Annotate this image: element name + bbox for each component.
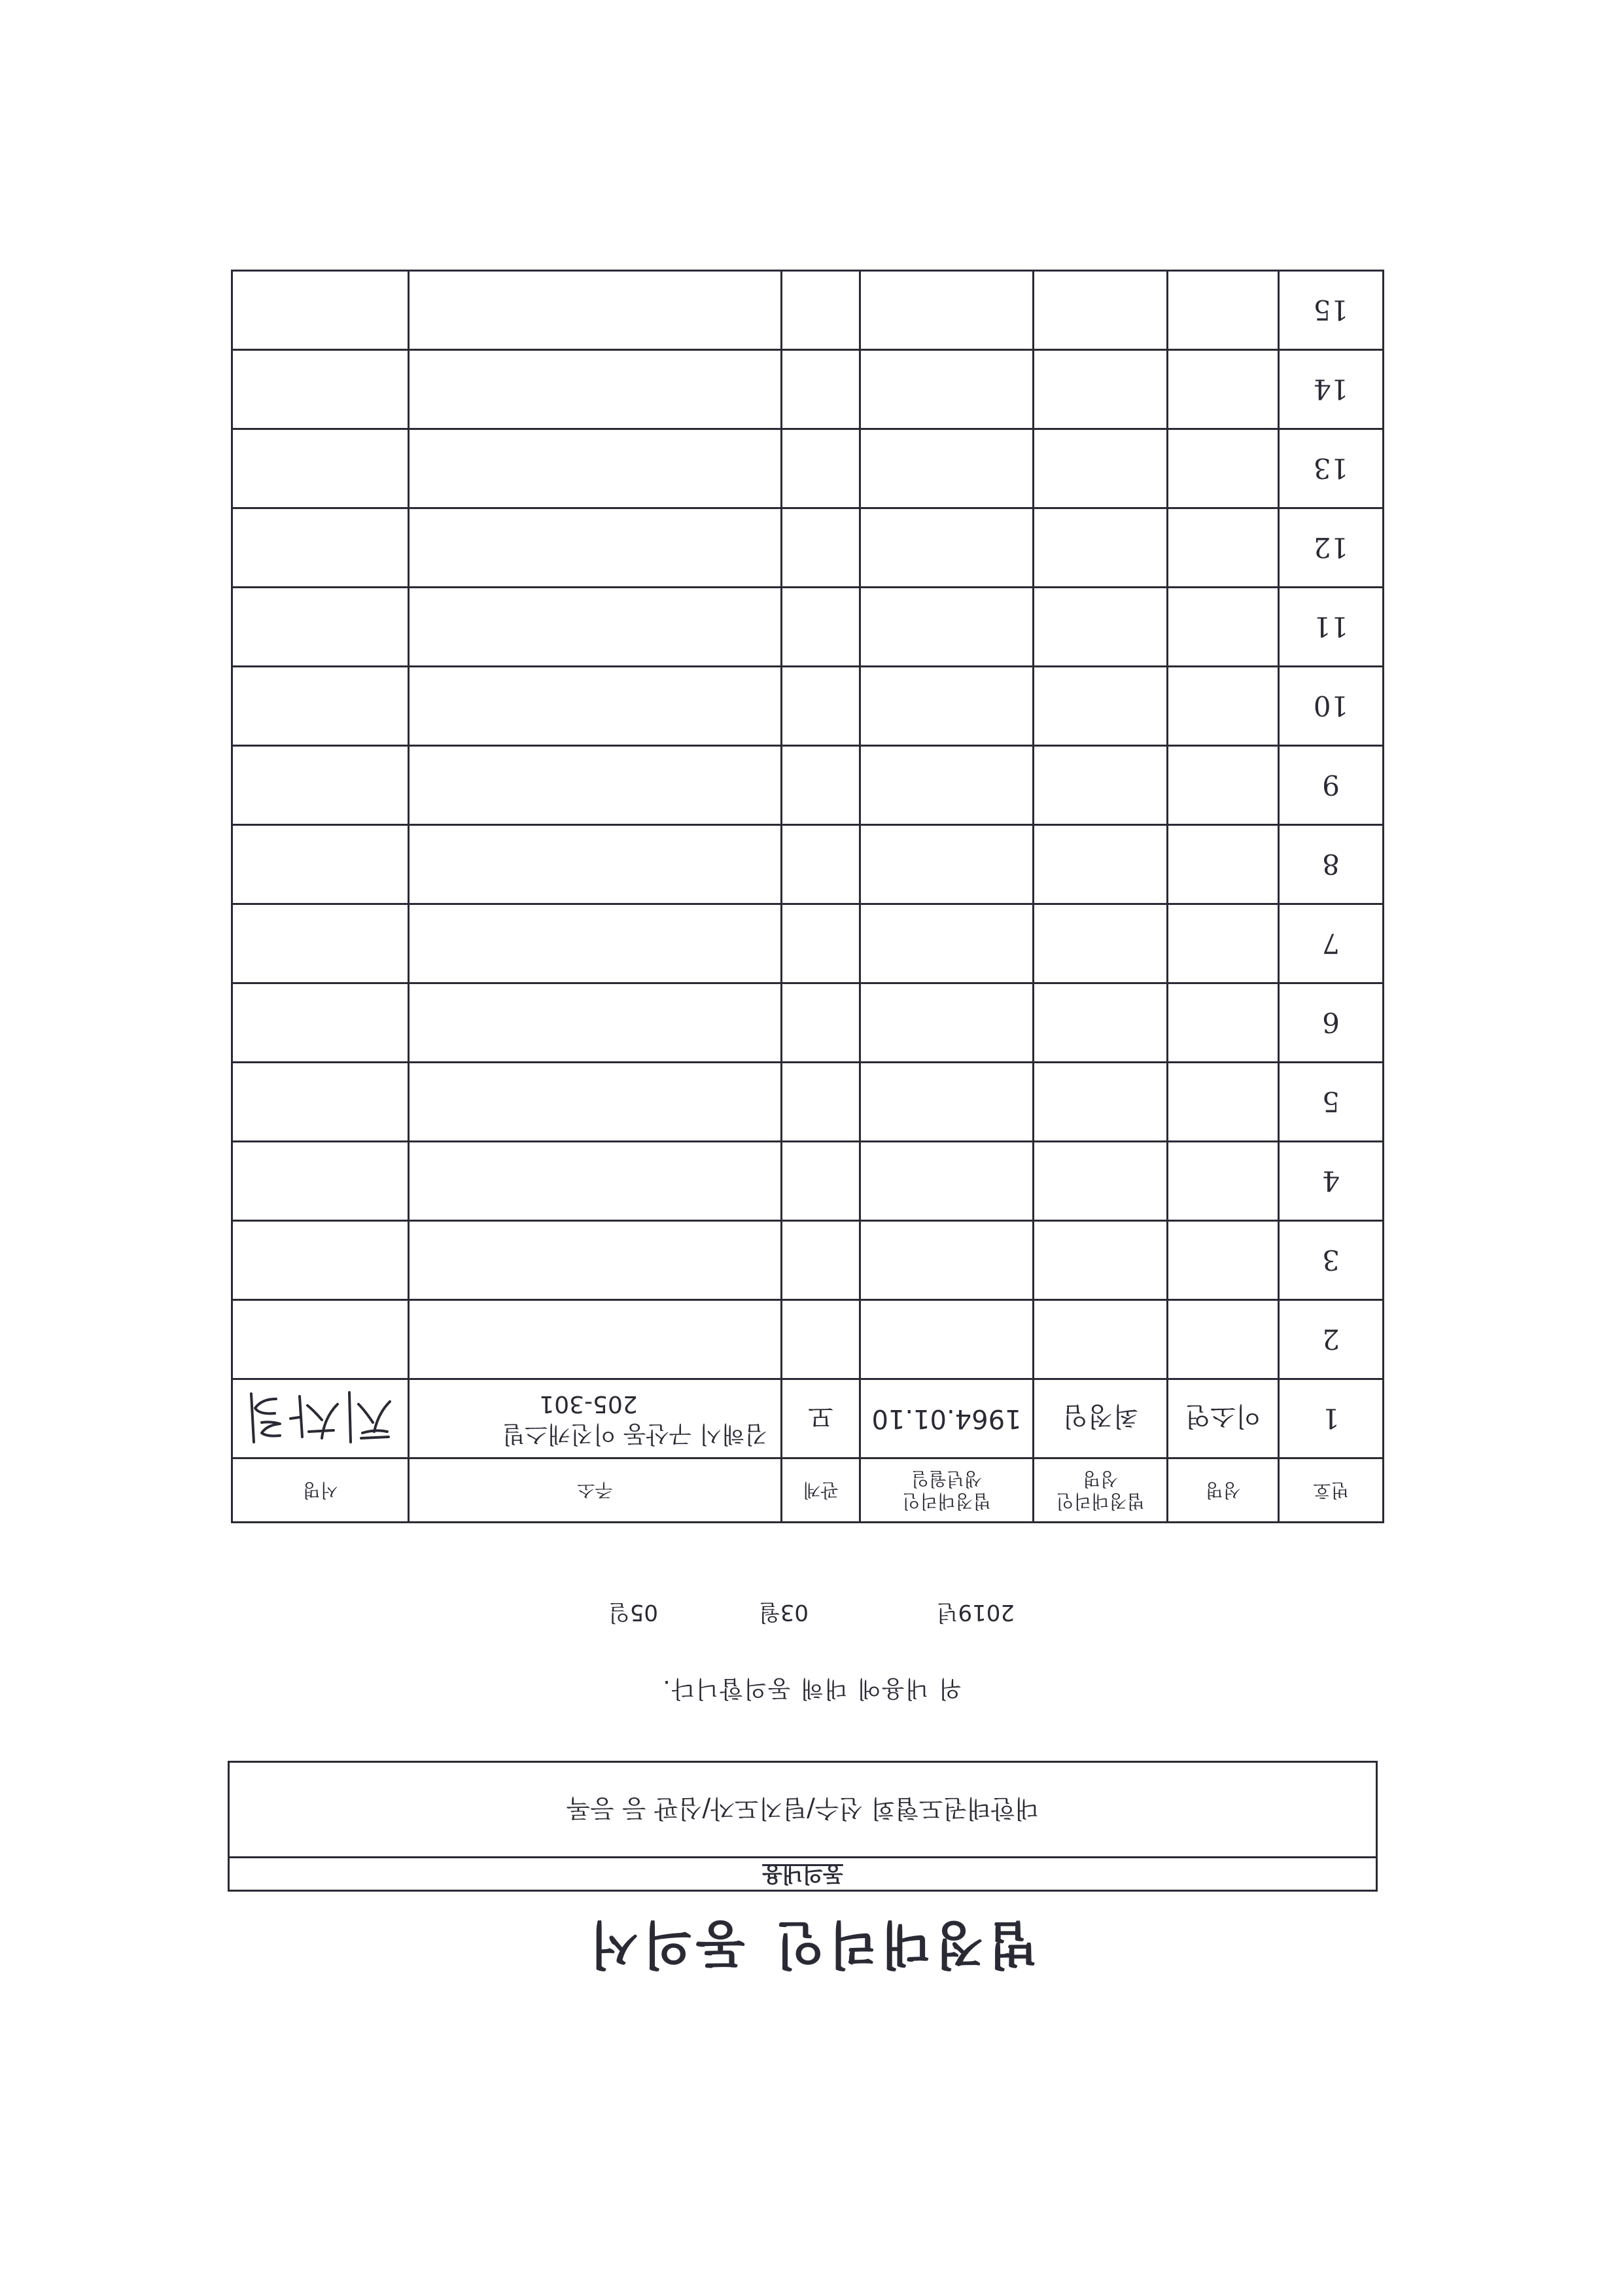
row-number: 5	[1279, 1063, 1384, 1142]
header-guardian-birth-line1: 법정대리인	[902, 1491, 991, 1513]
table-row	[232, 983, 1384, 1063]
table-row	[232, 588, 1384, 667]
row-number: 13	[1279, 429, 1384, 508]
header-guardian-name-line1: 법정대리인	[1056, 1491, 1145, 1513]
header-guardian-birth	[860, 1458, 1034, 1523]
row-relation: 모	[782, 1379, 860, 1458]
table-row	[232, 746, 1384, 825]
row-number: 11	[1279, 588, 1384, 667]
table-row	[232, 904, 1384, 983]
row-number: 1	[1279, 1379, 1384, 1458]
row-address	[409, 1379, 782, 1458]
consent-content-header: 동의내용	[230, 1856, 1376, 1890]
row-number: 7	[1279, 904, 1384, 983]
title-part-1: 법정대리인	[771, 1915, 1038, 1973]
header-guardian-birth-line2: 생년월일	[911, 1468, 983, 1491]
row-number: 12	[1279, 508, 1384, 588]
consent-content-box	[228, 1761, 1378, 1892]
header-address: 주소	[409, 1458, 782, 1523]
table-row	[232, 1221, 1384, 1300]
guardian-table	[231, 270, 1384, 1523]
row-number: 9	[1279, 746, 1384, 825]
row-number: 10	[1279, 667, 1384, 746]
row-number: 6	[1279, 983, 1384, 1063]
row-number: 4	[1279, 1142, 1384, 1221]
header-guardian-name	[1034, 1458, 1168, 1523]
row-number: 15	[1279, 271, 1384, 350]
row-address-line1: 김해시 구산동 이진캐스빌	[502, 1421, 767, 1447]
table-row	[232, 508, 1384, 588]
row-name: 이소연	[1168, 1379, 1279, 1458]
date-year: 2019년	[936, 1599, 1015, 1625]
row-number: 3	[1279, 1221, 1384, 1300]
handwritten-signature	[239, 1386, 402, 1451]
table-row	[232, 1063, 1384, 1142]
consent-content-body: 대한태권도협회 선수/팀지도자/심판 등 등록	[566, 1794, 1039, 1823]
table-row	[232, 667, 1384, 746]
row-number: 14	[1279, 350, 1384, 429]
row-number: 8	[1279, 825, 1384, 904]
date-day: 05일	[608, 1599, 658, 1625]
header-number: 번호	[1279, 1458, 1384, 1523]
table-row	[232, 271, 1384, 350]
date-month: 03월	[758, 1599, 809, 1625]
table-row	[232, 1300, 1384, 1379]
page-title	[0, 1912, 1623, 1985]
header-name: 성명	[1168, 1458, 1279, 1523]
row-address-line2: 205-301	[539, 1390, 638, 1417]
table-row	[232, 1142, 1384, 1221]
header-guardian-name-line2: 성명	[1082, 1468, 1119, 1491]
table-row	[232, 350, 1384, 429]
table-row	[232, 429, 1384, 508]
row-guardian-name: 최정임	[1034, 1379, 1168, 1458]
table-header-row	[232, 1458, 1384, 1523]
title-part-2: 동의서	[585, 1915, 746, 1973]
header-signature: 서명	[232, 1458, 409, 1523]
row-guardian-birth: 1964.01.10	[860, 1379, 1034, 1458]
agreement-statement: 위 내용에 대해 동의합니다.	[661, 1675, 962, 1702]
row-number: 2	[1279, 1300, 1384, 1379]
row-signature	[232, 1379, 409, 1458]
table-row	[232, 825, 1384, 904]
header-relation: 관계	[782, 1458, 860, 1523]
table-row	[232, 1379, 1384, 1458]
